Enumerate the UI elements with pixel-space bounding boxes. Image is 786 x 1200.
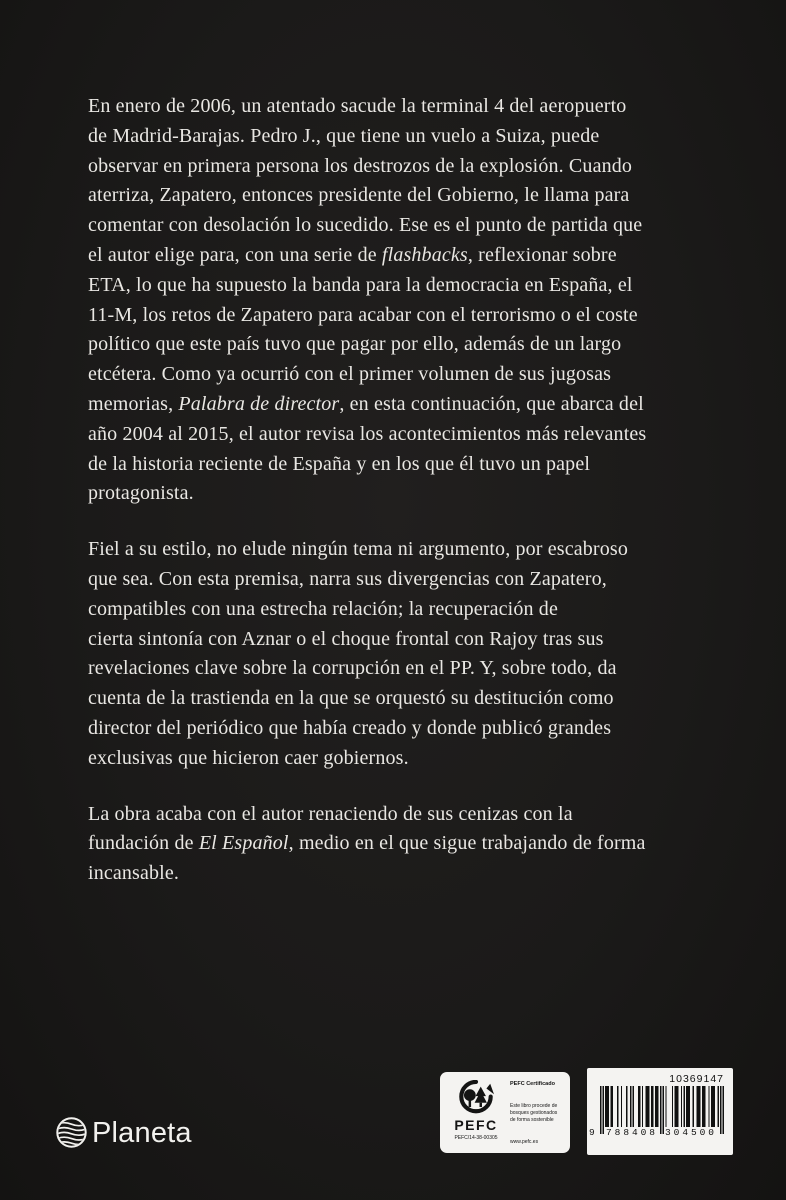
pefc-description-line: bosques gestionados xyxy=(510,1110,558,1116)
text-line: comentar con desolación lo sucedido. Ese es el punto de partida que xyxy=(88,214,643,237)
text-line: etcétera. Como ya ocurrió con el primer volumen de sus jugosas xyxy=(88,363,612,386)
text-line: Fiel a su estilo, no elude ningún tema ni argumento, por escabroso xyxy=(88,538,628,561)
barcode-digit-group: 9 xyxy=(589,1127,598,1138)
text-line: director del periódico que había creado y donde publicó grandes xyxy=(88,716,612,739)
text-line: En enero de 2006, un atentado sacude la terminal 4 del aeropuerto xyxy=(88,95,627,117)
text-line: cuenta de la trastienda en la que se orquestó su destitución como xyxy=(88,687,614,710)
text-line: 11-M, los retos de Zapatero para acabar con el terrorismo o el coste xyxy=(88,303,638,326)
text-line: político que este país tuvo que pagar por ello, además de un largo xyxy=(88,333,622,356)
barcode-digit-group: 3 0 4 5 0 0 xyxy=(665,1127,714,1138)
pefc-text-column xyxy=(504,1079,563,1147)
paragraph xyxy=(88,92,718,509)
text-line: fundación de El Español, medio en el que sigue trabajando de forma xyxy=(88,832,646,855)
text-line: La obra acaba con el autor renaciendo de sus cenizas con la xyxy=(88,802,573,825)
text-line: observar en primera persona los destrozos de la explosión. Cuando xyxy=(88,154,633,177)
barcode-isbn-digits xyxy=(589,1127,724,1138)
pefc-logo-column xyxy=(448,1079,504,1147)
pefc-certification-label xyxy=(440,1072,570,1153)
publisher-name: Planeta xyxy=(92,1116,192,1149)
text-line: ETA, lo que ha supuesto la banda para la democracia en España, el xyxy=(88,273,633,296)
pefc-title: PEFC Certificado xyxy=(510,1081,555,1087)
text-line: que sea. Con esta premisa, narra sus divergencias con Zapatero, xyxy=(88,567,607,590)
pefc-logo-text: PEFC xyxy=(454,1117,498,1133)
text-line: cierta sintonía con Aznar o el choque frontal con Rajoy tras sus xyxy=(88,627,604,650)
pefc-description-line: de forma sostenible xyxy=(510,1117,554,1123)
pefc-license-number: PEFC/14-38-00305 xyxy=(454,1135,498,1141)
text-line: revelaciones clave sobre la corrupción en el PP. Y, sobre todo, da xyxy=(88,657,617,680)
planeta-globe-icon xyxy=(55,1116,88,1149)
text-line: de la historia reciente de España y en los que él tuvo un papel xyxy=(88,452,591,475)
pefc-description xyxy=(510,1103,563,1124)
publisher-logo xyxy=(55,1116,192,1149)
paragraph xyxy=(88,535,718,773)
barcode-digit-group: 7 8 8 4 0 8 xyxy=(606,1127,655,1138)
text-line: año 2004 al 2015, el autor revisa los acontecimientos más relevantes xyxy=(88,422,647,445)
pefc-website: www.pefc.es xyxy=(510,1139,539,1145)
text-line: memorias, Palabra de director, en esta continuación, que abarca del xyxy=(88,392,644,415)
text-line: aterriza, Zapatero, entonces presidente del Gobierno, le llama para xyxy=(88,184,630,207)
pefc-trees-icon xyxy=(457,1079,495,1116)
text-line: compatibles con una estrecha relación; la recuperación de xyxy=(88,597,558,620)
text-line: exclusivas que hicieron caer gobiernos. xyxy=(88,746,409,769)
text-line: el autor elige para, con una serie de flashbacks, reflexionar sobre xyxy=(88,243,617,266)
barcode-label xyxy=(587,1068,733,1155)
synopsis-text xyxy=(88,92,718,915)
text-line: de Madrid-Barajas. Pedro J., que tiene un vuelo a Suiza, puede xyxy=(88,124,600,147)
pefc-description-line: Este libro procede de xyxy=(510,1103,558,1109)
text-line: incansable. xyxy=(88,862,180,885)
text-line: protagonista. xyxy=(88,482,194,505)
paragraph xyxy=(88,800,718,889)
barcode-top-number: 10369147 xyxy=(669,1073,724,1085)
